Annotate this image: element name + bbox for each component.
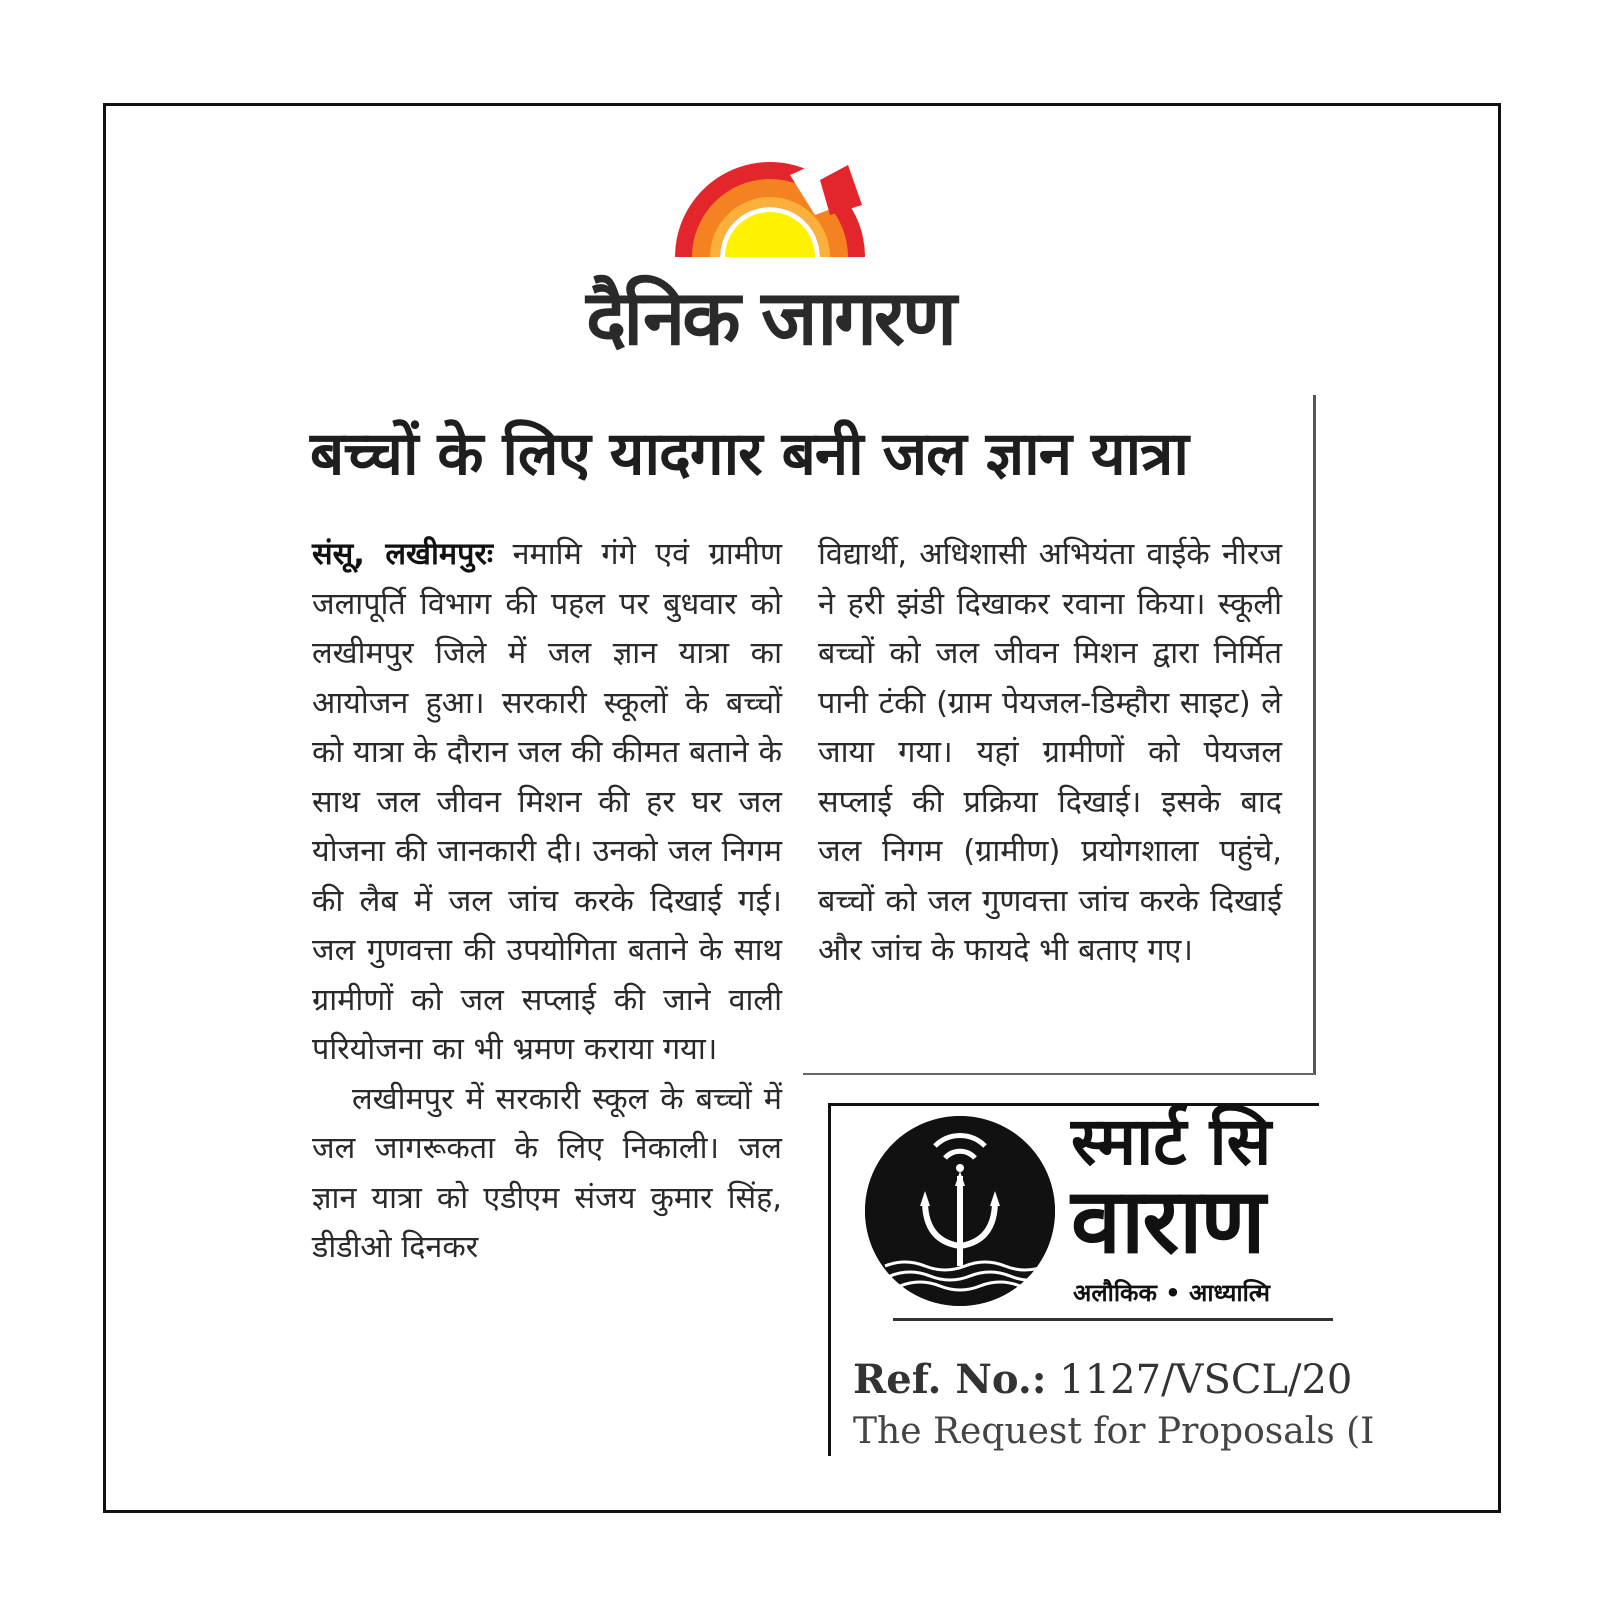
paragraph-1-text: नमामि गंगे एवं ग्रामीण जलापूर्ति विभाग की पहल पर बुधवार को लखीमपुर जिले में जल ज्ञान यात्रा का आयोजन हुआ। सरकारी स्कूलों के बच्चों को यात्रा के दौरान जल की कीमत बताने के साथ जल जीवन मिशन की हर घर जल योजना की जानकारी दी। उनको जल निगम की लैब में जल जांच करके दिखाई गई। जल गुणवत्ता की उपयोगिता बताने के साथ ग्रामीणों को जल सप्लाई की जाने वाली परियोजना का भी भ्रमण कराया गया। [312,537,782,1067]
advert-reference [853,1356,1352,1403]
jagran-sun-logo [670,145,870,260]
ref-value: 1127/VSCL/20 [1046,1357,1353,1403]
article-paragraph-2-continued: विद्यार्थी, अधिशासी अभियंता वाईके नीरज ने हरी झंडी दिखाकर रवाना किया। स्कूली बच्चों को जल जीवन मिशन द्वारा निर्मित पानी टंकी (ग्राम पेयजल-डिम्हौरा साइट) ले जाया गया। यहां ग्रामीणों को पेयजल सप्लाई की प्रक्रिया दिखाई। इसके बाद जल निगम (ग्रामीण) प्रयोगशाला पहुंचे, बच्चों को जल गुणवत्ता जांच करके दिखाई और जांच के फायदे भी बताए गए। [818,537,1282,968]
advert-rfp-text: The Request for Proposals (I [853,1411,1375,1452]
article-column-left [312,530,782,1273]
smart-city-advert [828,1103,1375,1456]
article-headline: बच्चों के लिए यादगार बनी जल ज्ञान यात्रा [310,419,1188,489]
article-paragraph-1 [312,530,782,1075]
ref-label: Ref. No.: [853,1356,1047,1403]
article-paragraph-2: लखीमपुर में सरकारी स्कूल के बच्चों में जल जागरूकता के लिए निकाली। जल ज्ञान यात्रा को एडीएम संजय कुमार सिंह, डीडीओ दिनकर [312,1081,782,1265]
advert-tagline: अलौकिक • आध्यात्मि [1073,1279,1270,1307]
column-divider [1313,395,1316,1075]
newspaper-masthead: दैनिक जागरण [586,273,954,362]
section-divider [803,1073,1315,1075]
advert-rule [893,1318,1333,1321]
advert-title-line1: स्मार्ट सि [1071,1103,1272,1180]
trident-emblem-icon [865,1116,1055,1306]
article-column-right [818,530,1282,976]
advert-title-line2: वाराण [1071,1169,1264,1274]
article-byline: संसू, लखीमपुरः [312,537,494,572]
